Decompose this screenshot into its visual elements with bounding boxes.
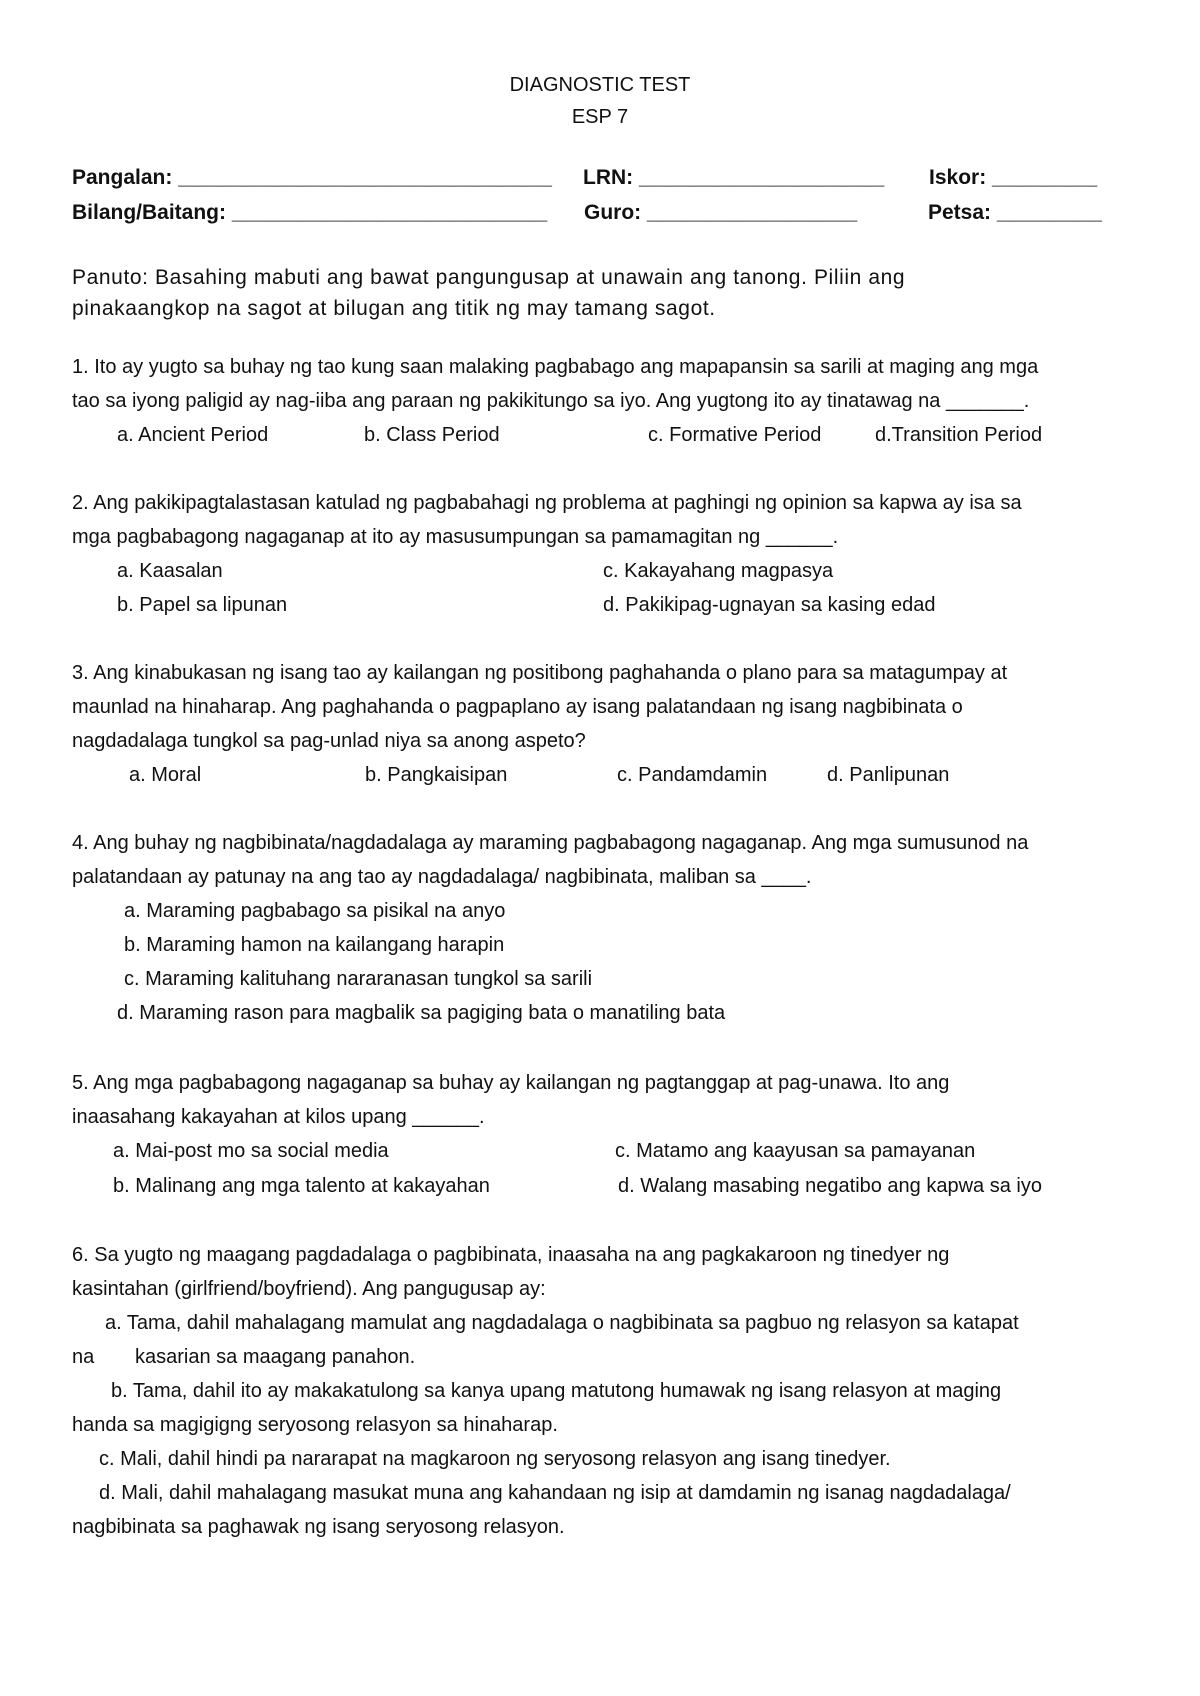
choice-c[interactable]: c. Pandamdamin (617, 764, 768, 786)
choice-c[interactable]: c. Formative Period (648, 424, 822, 446)
choice-d[interactable]: d. Panlipunan (827, 764, 950, 786)
choice-b-continued: handa sa magigigng seryosong relasyon sa hinaharap. (72, 1414, 558, 1436)
question-text: 5. Ang mga pagbabagong nagaganap sa buhay ay kailangan ng pagtanggap at pag-unawa. Ito ang (72, 1072, 950, 1094)
iskor-field: Iskor: _________ (929, 166, 1098, 189)
choice-c[interactable]: c. Matamo ang kaayusan sa pamayanan (615, 1140, 976, 1162)
choice-a[interactable]: a. Ancient Period (117, 424, 269, 446)
choice-a[interactable]: a. Kaasalan (117, 560, 223, 582)
question-text: tao sa iyong paligid ay nag-iiba ang paraan ng pakikitungo sa iyo. Ang yugtong ito ay tinatawag na _______. (72, 390, 1030, 412)
question-text: kasintahan (girlfriend/boyfriend). Ang pangugusap ay: (72, 1278, 546, 1300)
question-text: nagdadalaga tungkol sa pag-unlad niya sa anong aspeto? (72, 730, 586, 752)
guro-field: Guro: __________________ (584, 201, 858, 224)
question-text: inaasahang kakayahan at kilos upang ______. (72, 1106, 485, 1128)
choice-a-continued: na (72, 1346, 95, 1368)
page-subtitle: ESP 7 (571, 106, 629, 128)
bilang-baitang-field: Bilang/Baitang: ___________________________ (72, 201, 548, 224)
choice-b[interactable]: b. Pangkaisipan (365, 764, 508, 786)
choice-b[interactable]: b. Tama, dahil ito ay makakatulong sa kanya upang matutong humawak ng isang relasyon at maging (111, 1380, 1002, 1402)
choice-c[interactable]: c. Mali, dahil hindi pa nararapat na magkaroon ng seryosong relasyon ang isang tinedyer. (99, 1448, 891, 1470)
question-text: maunlad na hinaharap. Ang paghahanda o pagpaplano ay isang palatandaan ng isang nagbibinata o (72, 696, 963, 718)
choice-d[interactable]: d.Transition Period (875, 424, 1043, 446)
pangalan-field: Pangalan: ________________________________ (72, 166, 552, 189)
question-text: 2. Ang pakikipagtalastasan katulad ng pagbabahagi ng problema at paghingi ng opinion sa kapwa ay isa sa (72, 492, 1022, 514)
choice-b[interactable]: b. Malinang ang mga talento at kakayahan (113, 1175, 490, 1197)
choice-a[interactable]: a. Maraming pagbabago sa pisikal na anyo (124, 900, 506, 922)
instructions-line-2: pinakaangkop na sagot at bilugan ang titik ng may tamang sagot. (72, 297, 716, 320)
question-text: 6. Sa yugto ng maagang pagdadalaga o pagbibinata, inaasaha na ang pagkakaroon ng tinedyer ng (72, 1244, 950, 1266)
choice-a-continued: kasarian sa maagang panahon. (135, 1346, 416, 1368)
question-text: 3. Ang kinabukasan ng isang tao ay kailangan ng positibong paghahanda o plano para sa matagumpay at (72, 662, 1008, 684)
question-text: 1. Ito ay yugto sa buhay ng tao kung saan malaking pagbabago ang mapapansin sa sarili at maging ang mga (72, 356, 1039, 378)
choice-c[interactable]: c. Kakayahang magpasya (603, 560, 834, 582)
question-text: 4. Ang buhay ng nagbibinata/nagdadalaga ay maraming pagbabagong nagaganap. Ang mga sumusunod na (72, 832, 1029, 854)
choice-b[interactable]: b. Class Period (364, 424, 500, 446)
choice-a[interactable]: a. Tama, dahil mahalagang mamulat ang nagdadalaga o nagbibinata sa pagbuo ng relasyon sa katapat (105, 1312, 1019, 1334)
petsa-field: Petsa: _________ (928, 201, 1102, 224)
choice-d-continued: nagbibinata sa paghawak ng isang seryosong relasyon. (72, 1516, 565, 1538)
choice-d[interactable]: d. Pakikipag-ugnayan sa kasing edad (603, 594, 936, 616)
choice-d[interactable]: d. Walang masabing negatibo ang kapwa sa iyo (618, 1175, 1042, 1197)
choice-d[interactable]: d. Mali, dahil mahalagang masukat muna ang kahandaan ng isip at damdamin ng isanag nagdadalaga/ (99, 1482, 1011, 1504)
page-title: DIAGNOSTIC TEST (509, 74, 691, 96)
choice-d[interactable]: d. Maraming rason para magbalik sa pagiging bata o manatiling bata (117, 1002, 726, 1024)
choice-a[interactable]: a. Mai-post mo sa social media (113, 1140, 389, 1162)
choice-b[interactable]: b. Papel sa lipunan (117, 594, 288, 616)
choice-c[interactable]: c. Maraming kalituhang nararanasan tungkol sa sarili (124, 968, 593, 990)
lrn-field: LRN: _____________________ (583, 166, 885, 189)
question-text: palatandaan ay patunay na ang tao ay nagdadalaga/ nagbibinata, maliban sa ____. (72, 866, 812, 888)
choice-a[interactable]: a. Moral (129, 764, 202, 786)
instructions-line-1: Panuto: Basahing mabuti ang bawat pangungusap at unawain ang tanong. Piliin ang (72, 266, 906, 289)
choice-b[interactable]: b. Maraming hamon na kailangang harapin (124, 934, 505, 956)
question-text: mga pagbabagong nagaganap at ito ay masusumpungan sa pamamagitan ng ______. (72, 526, 839, 548)
